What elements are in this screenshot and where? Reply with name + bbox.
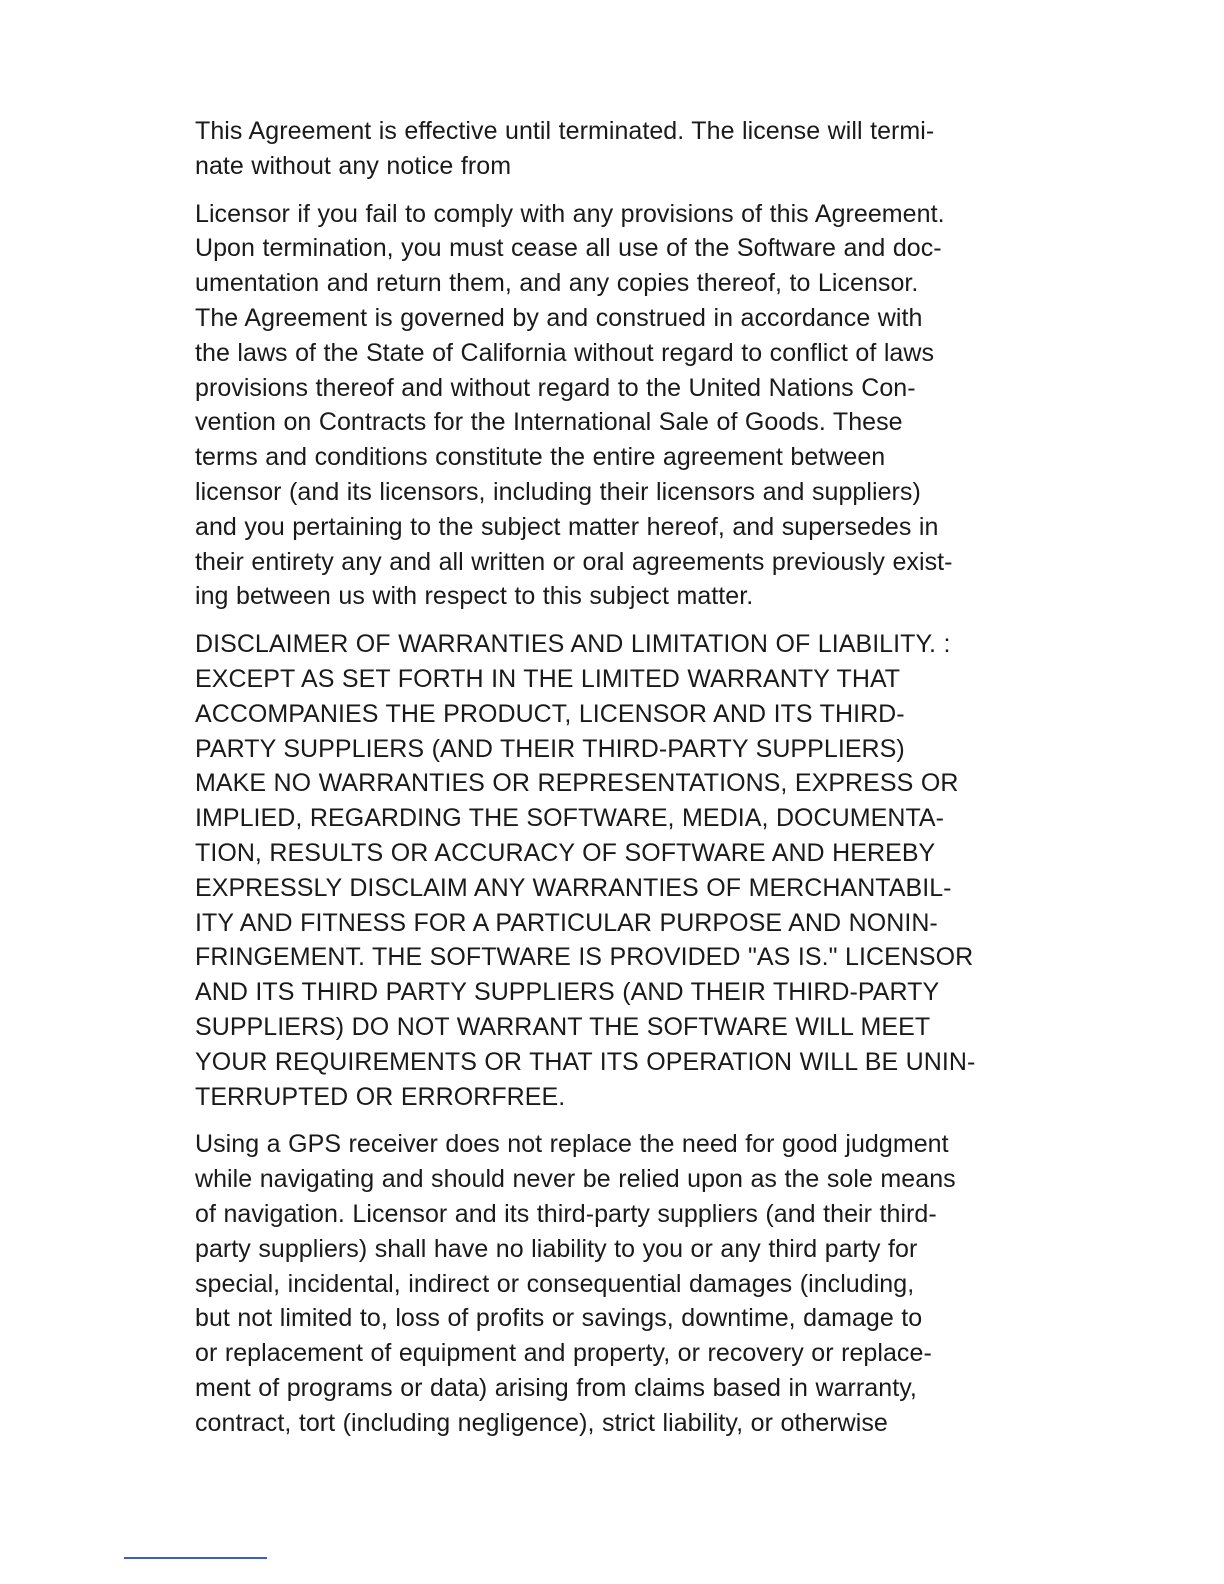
text-line: This Agreement is effective until terminated. The license will termi- bbox=[195, 117, 935, 145]
text-line: YOUR REQUIREMENTS OR THAT ITS OPERATION WILL BE UNIN- bbox=[195, 1047, 976, 1076]
paragraph-gap bbox=[195, 184, 1025, 197]
text-line: terms and conditions constitute the entire agreement between bbox=[195, 443, 886, 472]
text-line: DISCLAIMER OF WARRANTIES AND LIMITATION OF LIABILITY. : bbox=[195, 630, 951, 659]
paragraph-disclaimer bbox=[195, 627, 1025, 1114]
text-line: ITY AND FITNESS FOR A PARTICULAR PURPOSE AND NONIN- bbox=[195, 908, 938, 937]
text-line: their entirety any and all written or oral agreements previously exist- bbox=[195, 547, 953, 576]
paragraph-termination-intro bbox=[195, 114, 1025, 184]
text-line: contract, tort (including negligence), strict liability, or otherwise bbox=[195, 1408, 888, 1437]
text-line: the laws of the State of California without regard to conflict of laws bbox=[195, 338, 935, 367]
text-line: AND ITS THIRD PARTY SUPPLIERS (AND THEIR THIRD-PARTY bbox=[195, 978, 940, 1007]
text-line: provisions thereof and without regard to the United Nations Con- bbox=[195, 373, 916, 402]
text-line: party suppliers) shall have no liability to you or any third party for bbox=[195, 1234, 918, 1263]
paragraph-termination-governing-law bbox=[195, 197, 1025, 615]
text-line: vention on Contracts for the International Sale of Goods. These bbox=[195, 408, 903, 437]
text-line: Using a GPS receiver does not replace the need for good judgment bbox=[195, 1130, 949, 1159]
text-line: and you pertaining to the subject matter hereof, and supersedes in bbox=[195, 512, 939, 541]
document-page bbox=[195, 114, 1025, 1440]
text-line: of navigation. Licensor and its third-party suppliers (and their third- bbox=[195, 1199, 937, 1228]
text-line: MAKE NO WARRANTIES OR REPRESENTATIONS, EXPRESS OR bbox=[195, 769, 959, 798]
text-line: special, incidental, indirect or consequential damages (including, bbox=[195, 1269, 915, 1298]
text-line: Upon termination, you must cease all use of the Software and doc- bbox=[195, 234, 942, 263]
text-line: PARTY SUPPLIERS (AND THEIR THIRD-PARTY SUPPLIERS) bbox=[195, 734, 905, 763]
text-line: but not limited to, loss of profits or savings, downtime, damage to bbox=[195, 1304, 923, 1333]
text-line: licensor (and its licensors, including their licensors and suppliers) bbox=[195, 477, 921, 506]
paragraph-gap bbox=[195, 1114, 1025, 1127]
text-line: ing between us with respect to this subject matter. bbox=[195, 582, 754, 611]
text-line: or replacement of equipment and property, or recovery or replace- bbox=[195, 1339, 932, 1368]
text-line: EXPRESSLY DISCLAIM ANY WARRANTIES OF MERCHANTABIL- bbox=[195, 873, 952, 902]
text-line: ACCOMPANIES THE PRODUCT, LICENSOR AND ITS THIRD- bbox=[195, 699, 905, 728]
text-line: umentation and return them, and any copies thereof, to Licensor. bbox=[195, 269, 919, 298]
text-line: TERRUPTED OR ERRORFREE. bbox=[195, 1082, 566, 1111]
paragraph-gap bbox=[195, 614, 1025, 627]
agreement-body bbox=[195, 114, 1025, 1440]
text-line: nate without any notice from bbox=[195, 151, 512, 180]
text-line: TION, RESULTS OR ACCURACY OF SOFTWARE AND HEREBY bbox=[195, 838, 936, 867]
text-line: IMPLIED, REGARDING THE SOFTWARE, MEDIA, DOCUMENTA- bbox=[195, 804, 945, 833]
text-line: EXCEPT AS SET FORTH IN THE LIMITED WARRANTY THAT bbox=[195, 664, 901, 693]
text-line: SUPPLIERS) DO NOT WARRANT THE SOFTWARE WILL MEET bbox=[195, 1012, 931, 1041]
paragraph-gps-liability bbox=[195, 1127, 1025, 1440]
text-line: The Agreement is governed by and construed in accordance with bbox=[195, 303, 923, 332]
text-line: Licensor if you fail to comply with any provisions of this Agreement. bbox=[195, 199, 945, 228]
text-line: ment of programs or data) arising from claims based in warranty, bbox=[195, 1373, 917, 1402]
footer-rule bbox=[124, 1557, 267, 1559]
text-line: FRINGEMENT. THE SOFTWARE IS PROVIDED "AS IS." LICENSOR bbox=[195, 943, 974, 972]
text-line: while navigating and should never be relied upon as the sole means bbox=[195, 1165, 956, 1194]
